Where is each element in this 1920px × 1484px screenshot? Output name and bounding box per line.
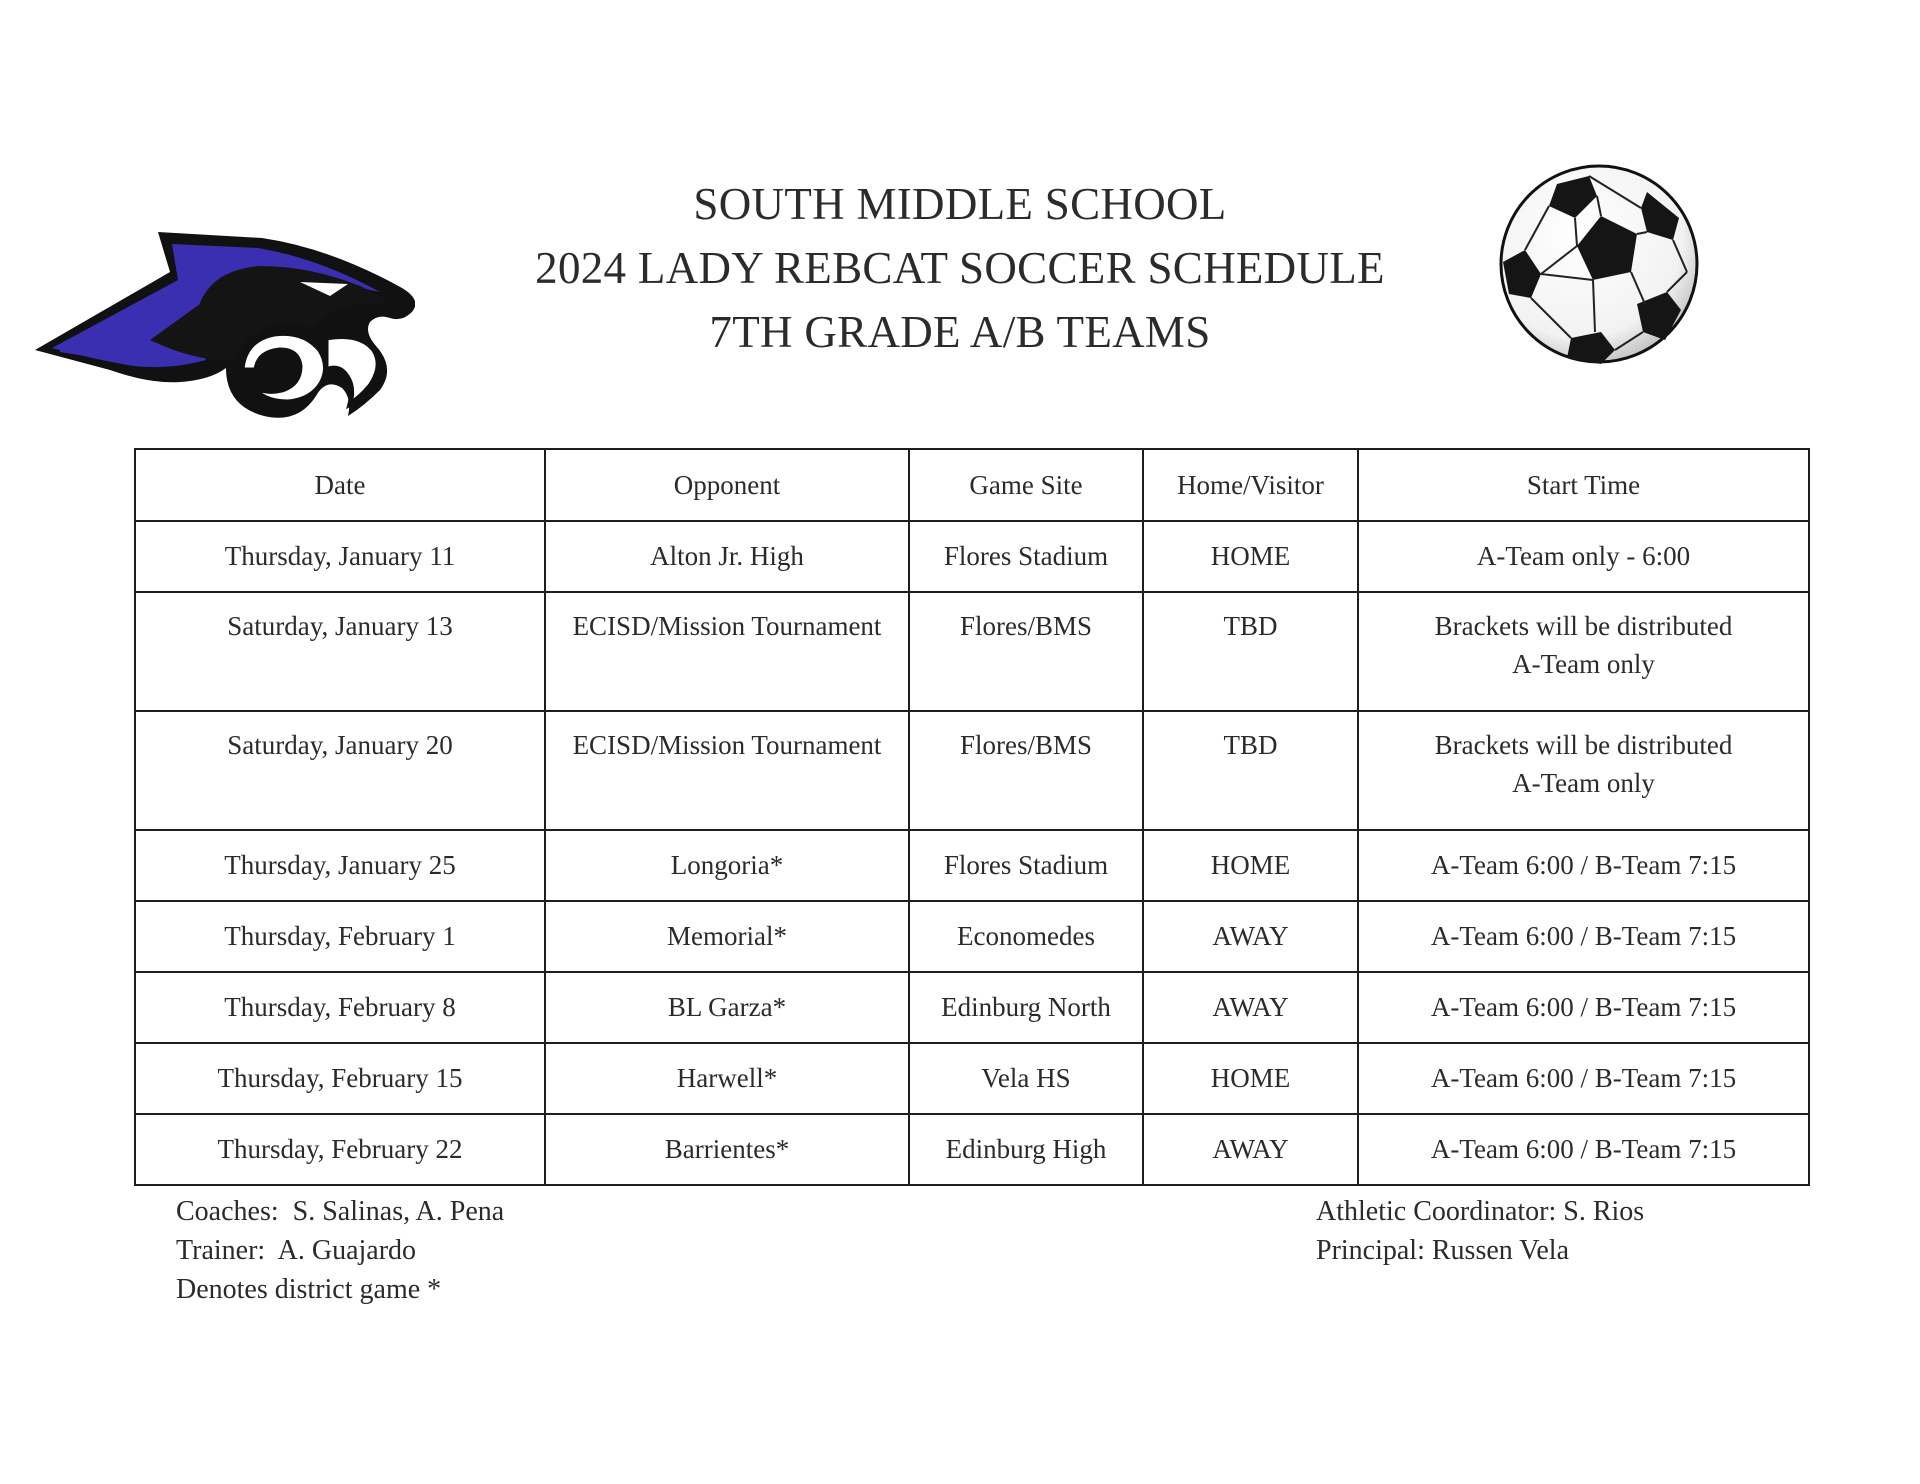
cell-site: Economedes	[909, 901, 1143, 972]
header-game-site: Game Site	[909, 449, 1143, 521]
table-row	[135, 901, 1809, 972]
start-time-line-2: A-Team only	[1512, 768, 1655, 798]
table-row	[135, 521, 1809, 592]
cell-home-visitor: HOME	[1143, 830, 1358, 901]
coaches-line: Coaches: S. Salinas, A. Pena	[176, 1196, 505, 1227]
staff-notes-left	[176, 1192, 504, 1309]
cell-date: Thursday, January 11	[135, 521, 545, 592]
cell-date: Saturday, January 13	[135, 592, 545, 711]
cell-site: Flores Stadium	[909, 521, 1143, 592]
table-row	[135, 830, 1809, 901]
cell-start-time: A-Team only - 6:00	[1358, 521, 1809, 592]
schedule-table	[134, 448, 1810, 1186]
header-start-time: Start Time	[1358, 449, 1809, 521]
cell-date: Thursday, February 15	[135, 1043, 545, 1114]
cell-site: Vela HS	[909, 1043, 1143, 1114]
header-opponent: Opponent	[545, 449, 909, 521]
cell-opponent: Alton Jr. High	[545, 521, 909, 592]
header-date: Date	[135, 449, 545, 521]
table-row	[135, 1114, 1809, 1185]
cell-date: Thursday, February 22	[135, 1114, 545, 1185]
principal-line: Principal: Russen Vela	[1316, 1235, 1570, 1266]
cell-opponent: ECISD/Mission Tournament	[545, 711, 909, 830]
start-time-line-1: Brackets will be distributed	[1434, 611, 1733, 641]
cell-opponent: BL Garza*	[545, 972, 909, 1043]
table-row	[135, 592, 1809, 711]
table-row	[135, 1043, 1809, 1114]
cell-home-visitor: TBD	[1143, 592, 1358, 711]
cell-site: Flores/BMS	[909, 592, 1143, 711]
district-note: Denotes district game *	[176, 1274, 442, 1305]
cell-home-visitor: AWAY	[1143, 901, 1358, 972]
cell-site: Flores Stadium	[909, 830, 1143, 901]
schedule-title: 2024 LADY REBCAT SOCCER SCHEDULE	[535, 243, 1385, 293]
cell-date: Thursday, February 8	[135, 972, 545, 1043]
cell-opponent: Longoria*	[545, 830, 909, 901]
cell-home-visitor: AWAY	[1143, 972, 1358, 1043]
school-name: SOUTH MIDDLE SCHOOL	[693, 179, 1227, 229]
cell-start-time	[1358, 592, 1809, 711]
cell-date: Thursday, January 25	[135, 830, 545, 901]
cell-date: Thursday, February 1	[135, 901, 545, 972]
cell-start-time: A-Team 6:00 / B-Team 7:15	[1358, 972, 1809, 1043]
header-home-visitor: Home/Visitor	[1143, 449, 1358, 521]
cell-opponent: Harwell*	[545, 1043, 909, 1114]
cell-home-visitor: AWAY	[1143, 1114, 1358, 1185]
start-time-line-2: A-Team only	[1512, 649, 1655, 679]
cell-opponent: Memorial*	[545, 901, 909, 972]
cell-home-visitor: HOME	[1143, 521, 1358, 592]
grade-teams: 7TH GRADE A/B TEAMS	[709, 307, 1211, 357]
trainer-line: Trainer: A. Guajardo	[176, 1235, 417, 1266]
schedule-heading	[0, 172, 1920, 364]
cell-date: Saturday, January 20	[135, 711, 545, 830]
cell-start-time	[1358, 711, 1809, 830]
cell-home-visitor: HOME	[1143, 1043, 1358, 1114]
cell-opponent: ECISD/Mission Tournament	[545, 592, 909, 711]
cell-start-time: A-Team 6:00 / B-Team 7:15	[1358, 1114, 1809, 1185]
start-time-line-1: Brackets will be distributed	[1434, 730, 1733, 760]
cell-site: Flores/BMS	[909, 711, 1143, 830]
table-row	[135, 972, 1809, 1043]
cell-site: Edinburg High	[909, 1114, 1143, 1185]
cell-start-time: A-Team 6:00 / B-Team 7:15	[1358, 901, 1809, 972]
table-header-row	[135, 449, 1809, 521]
cell-opponent: Barrientes*	[545, 1114, 909, 1185]
table-row	[135, 711, 1809, 830]
cell-site: Edinburg North	[909, 972, 1143, 1043]
cell-start-time: A-Team 6:00 / B-Team 7:15	[1358, 830, 1809, 901]
coordinator-line: Athletic Coordinator: S. Rios	[1316, 1196, 1645, 1227]
staff-notes-right	[1316, 1192, 1644, 1270]
cell-home-visitor: TBD	[1143, 711, 1358, 830]
cell-start-time: A-Team 6:00 / B-Team 7:15	[1358, 1043, 1809, 1114]
